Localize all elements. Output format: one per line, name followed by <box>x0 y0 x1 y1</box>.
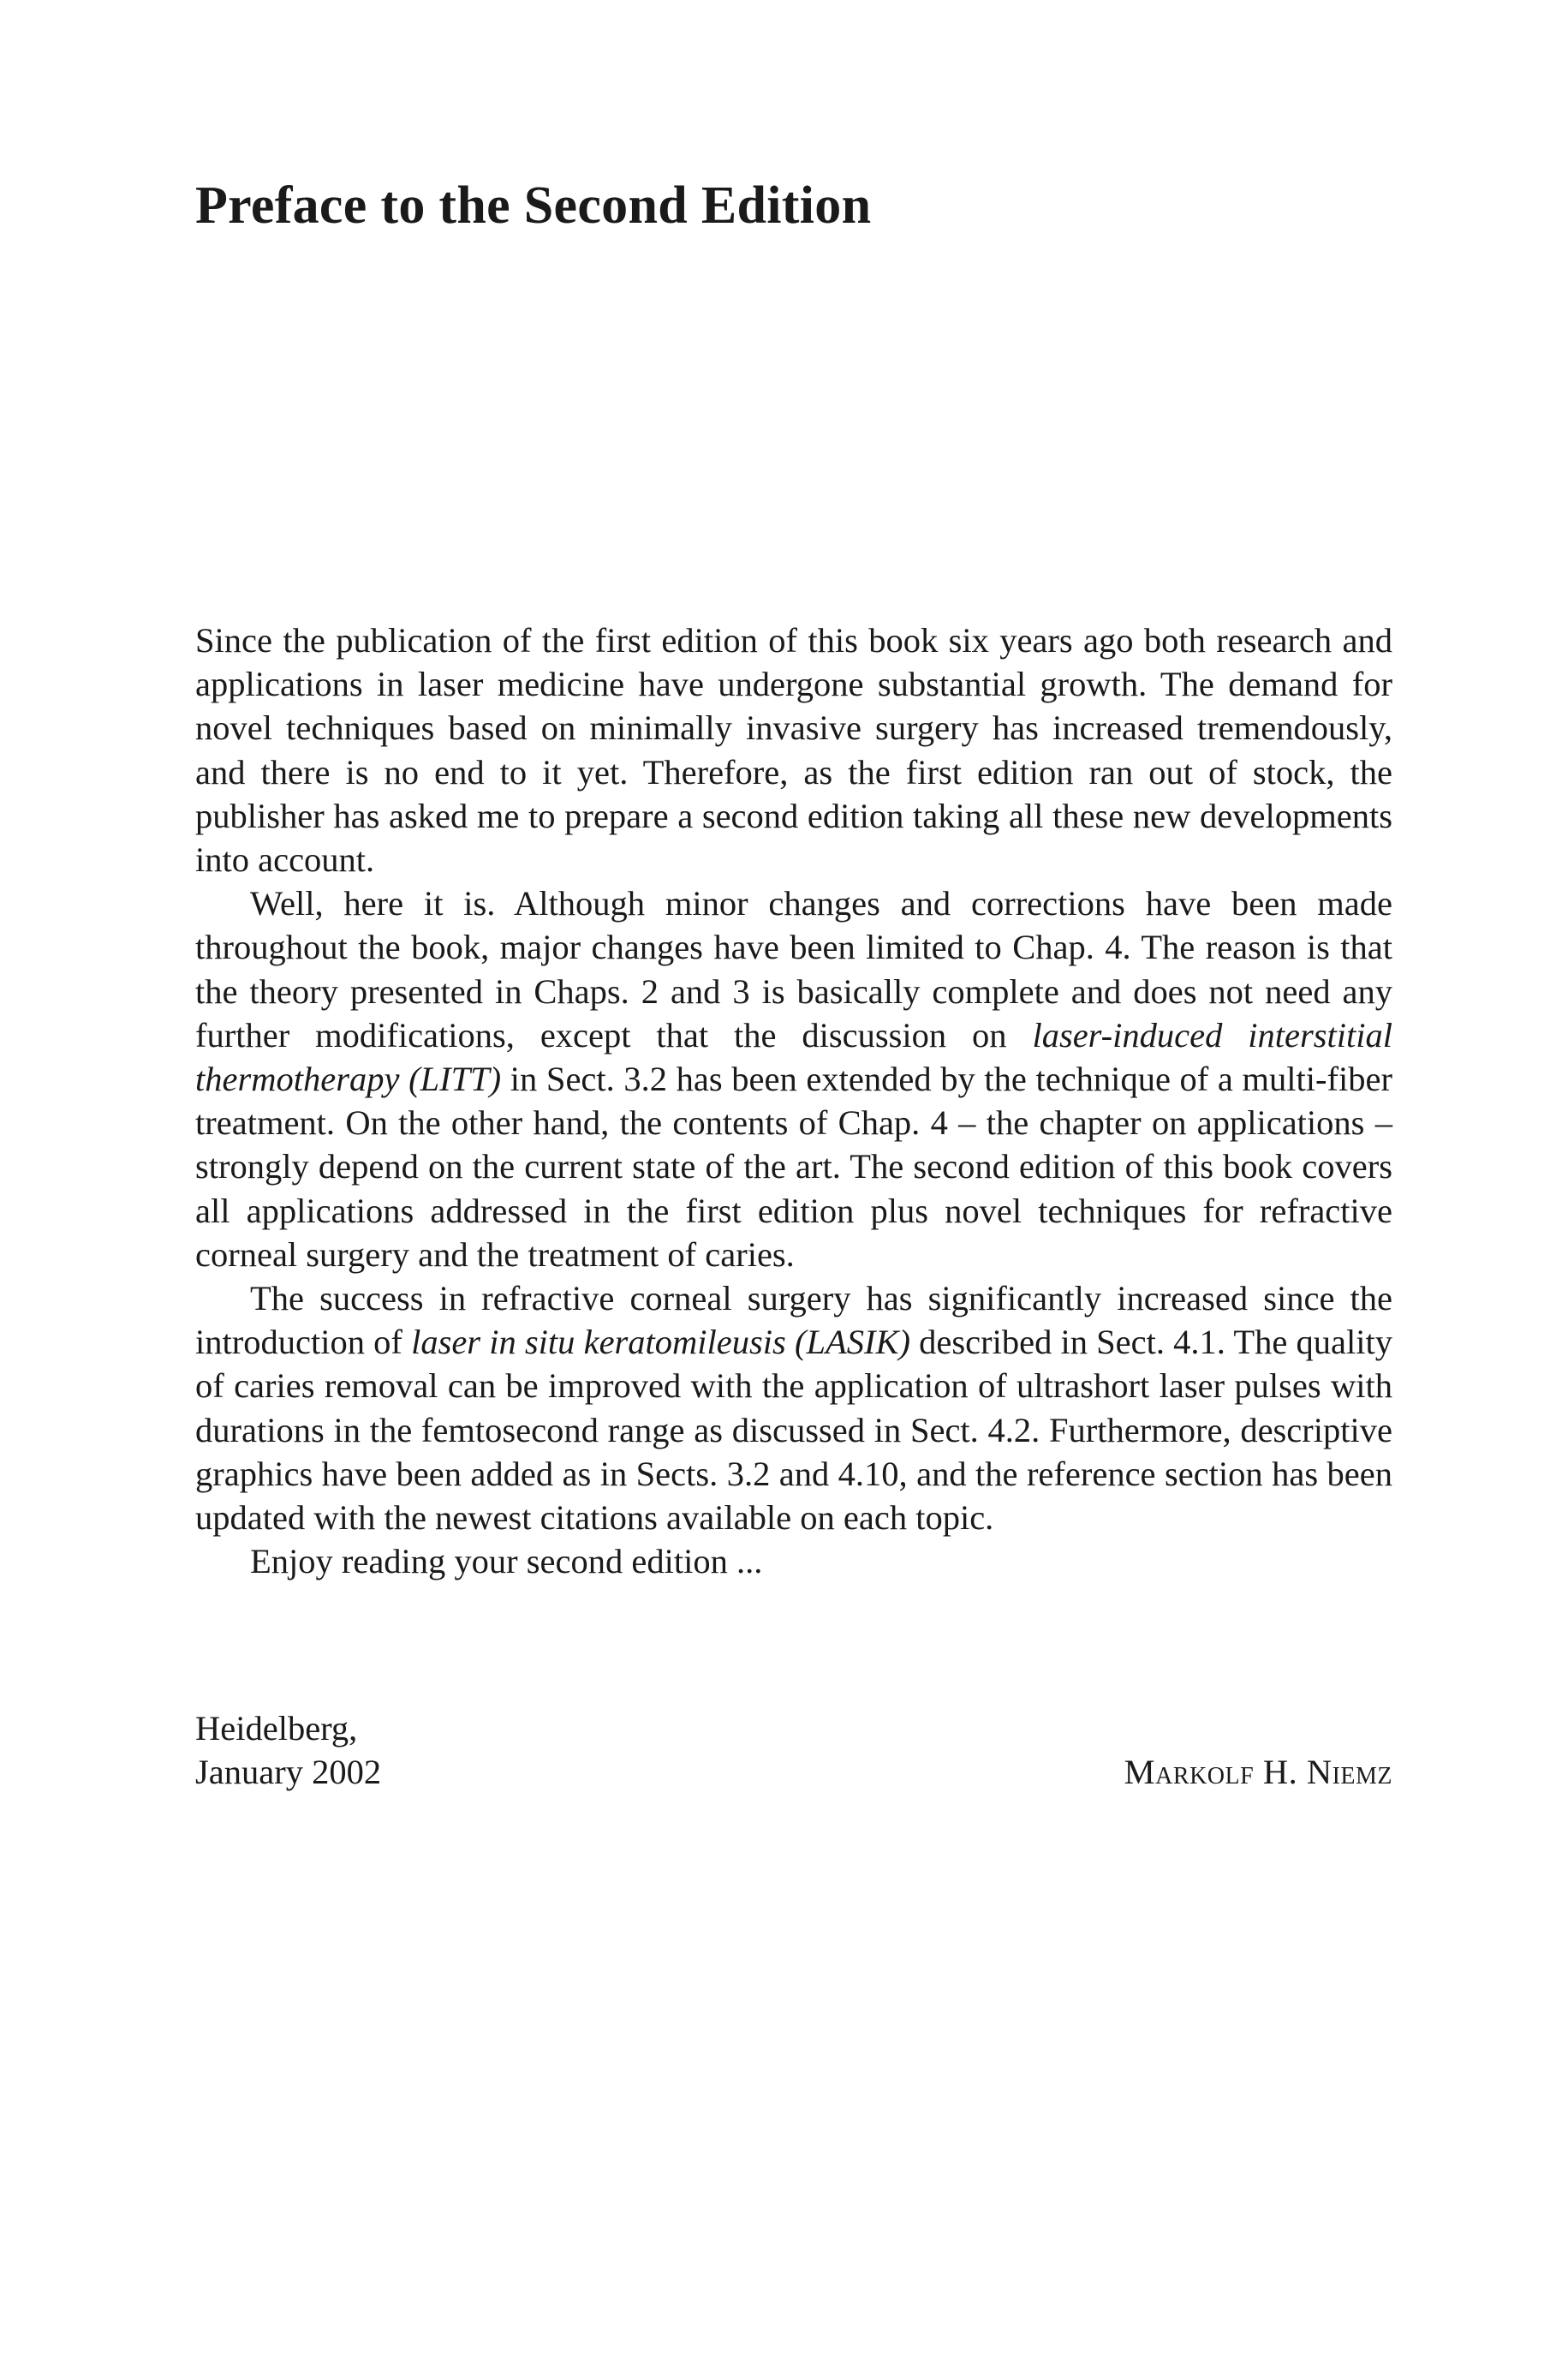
signature-block <box>195 1706 1392 1794</box>
signature-date: January 2002 <box>195 1753 382 1792</box>
signature-place-date <box>195 1706 381 1794</box>
signature-author: Markolf H. Niemz <box>1124 1753 1392 1792</box>
preface-body <box>195 618 1392 1583</box>
paragraph-text: Well, here it is. Although minor changes and corrections have been made throughout the book, major changes have been limited to Chap. 4. The reason is that the theory presented in Chaps. 2 and 3 is basically complete and does not need any further modifications, except that the discussion on <box>195 884 1392 1055</box>
paragraph-text: Since the publication of the first edition of this book six years ago both research and applications in laser medicine have undergone substantial growth. The demand for novel techniques based on minimally invasive surgery has increased tremendously, and there is no end to it yet. Therefore, as the first edition ran out of stock, the publisher has asked me to prepare a second edition taking all these new developments into account. <box>195 621 1392 880</box>
paragraph <box>195 881 1392 1276</box>
italic-term: laser in situ keratomileusis (LASIK) <box>411 1323 910 1362</box>
signature-place: Heidelberg, <box>195 1709 358 1748</box>
paragraph-text: in Sect. 3.2 has been extended by the technique of a multi-fiber treatment. On the other hand, the contents of Chap. 4 – the chapter on applications – strongly depend on the current state of the art. The second edition of this book covers all applications addressed in the first edition plus novel techniques for refractive corneal surgery and the treatment of caries. <box>195 1060 1392 1274</box>
paragraph <box>195 618 1392 881</box>
paragraph <box>195 1539 1392 1583</box>
italic-term: laser-induced interstitial thermotherapy (LITT) <box>195 1015 1392 1099</box>
paragraph-text: Enjoy reading your second edition ... <box>250 1542 763 1581</box>
paragraph-text: described in Sect. 4.1. The quality of caries removal can be improved with the application of ultrashort laser pulses with durations in the femtosecond range as discussed in Sect. 4.2. Furthermore, descriptive graphics have been added as in Sects. 3.2 and 4.10, and the reference section has been updated with the newest citations available on each topic. <box>195 1323 1392 1538</box>
page-title: Preface to the Second Edition <box>195 176 872 235</box>
paragraph-text: The success in refractive corneal surgery has significantly increased since the introduction of <box>195 1279 1392 1362</box>
paragraph <box>195 1276 1392 1539</box>
